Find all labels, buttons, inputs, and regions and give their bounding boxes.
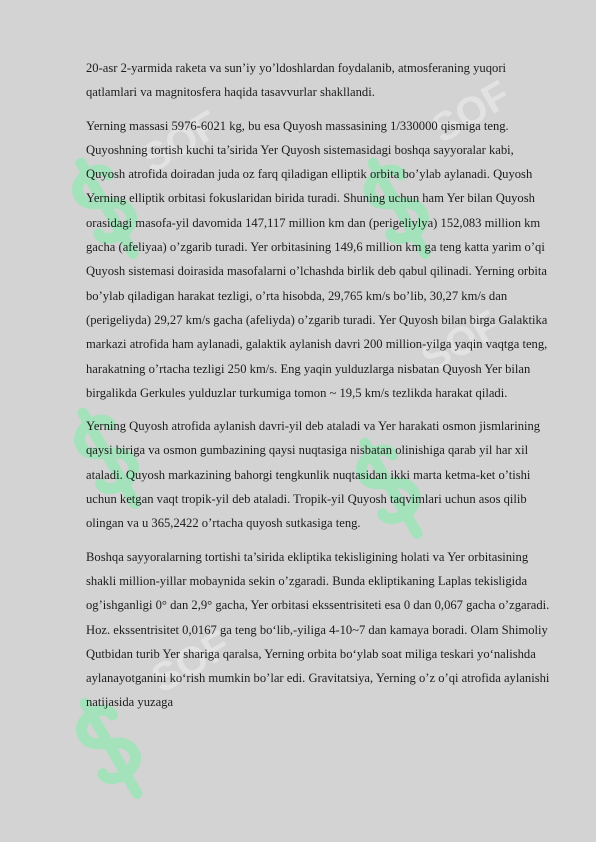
document-body	[86, 56, 556, 724]
watermark-text-mid: SOF	[414, 302, 508, 382]
watermark-text-top: SOF	[134, 102, 228, 182]
paragraph-4: Boshqa sayyoralarning tortishi ta’sirida ekliptika tekisligining holati va Yer orbitasining shakli million-yillar mobaynida sekin o’zgaradi. Bunda ekliptikaning Laplas tekisligida og’ishganligi 0° dan 2,9° gacha, Yer orbitasi ekssentrisiteti esa 0 dan 0,067 gacha o’zgaradi. Hoz. ekssentrisitet 0,0167 ga teng bo‘lib,-yiliga 4-10~7 dan kamaya boradi. Olam Shimoliy Qutbidan turib Yer shariga qaralsa, Yerning orbita bo‘ylab soat miliga teskari yo‘nalishda aylanayotganini ko‘rish mumkin bo’lar edi. Gravitatsiya, Yerning o’z o’qi atrofida aylanishi natijasida yuzaga	[86, 549, 550, 710]
paragraph-2: Yerning massasi 5976-6021 kg, bu esa Quyosh massasining 1/330000 qismiga teng. Quyoshning tortish kuchi ta’sirida Yer Quyosh sistemasidagi boshqa sayyoralar kabi, Quyosh atrofida doiradan juda oz farq qiladigan elliptik orbita bo’ylab aylanadi. Quyosh Yerning elliptik orbitasi fokuslaridan birida turadi. Shuning uchun ham Yer bilan Quyosh orasidagi masofa-yil davomida 147,117 million km dan (perigeliylya) 152,083 million km gacha (afeliyaa) o’zgarib turadi. Yer orbitasining 149,6 million km ga teng katta yarim o’qi Quyosh sistemasi doirasida masofalarni o’lchashda birlik deb qabul qilinadi. Yerning orbita bo’ylab qiladigan harakat tezligi, o’rta hisobda, 29,765 km/s bo’lib, 30,27 km/s dan (perigeliyda) 29,27 km/s gacha (afeliyda) o’zgarib turadi. Yer Quyosh bilan birga Galaktika markazi atrofida ham aylanadi, galaktik aylanish davri 200 million-yilga yaqin vaqtga teng, harakatning o’rtacha tezligi 250 km/s. Eng yaqin yulduzlarga nisbatan Quyosh Yer bilan birgalikda Gerkules yulduzlar turkumiga tomon ~ 19,5 km/s tezlikda harakat qiladi.	[86, 118, 548, 400]
watermark-text-right: SOF	[424, 72, 518, 152]
paragraph-1: 20-asr 2-yarmida raketa va sun’iy yo’ldoshlardan foydalanib, atmosferaning yuqori qatlamlari va magnitosfera haqida tasavvurlar shakllandi.	[86, 61, 507, 100]
watermark-text-bottom: SOF	[144, 622, 238, 702]
paragraph-3: Yerning Quyosh atrofida aylanish davri-yil deb ataladi va Yer harakati osmon jismlarining qaysi biriga va osmon gumbazining qaysi nuqtasiga nisbatan olinishiga qarab yil har xil ataladi. Quyosh markazining bahorgi tengkunlik nuqtasidan ikki marta ketma-ket o’tishi uchun ketgan vaqt tropik-yil deb ataladi. Tropik-yil Quyosh taqvimlari uchun asos qilib olingan va u 365,2422 o’rtacha quyosh sutkasiga teng.	[86, 419, 541, 531]
